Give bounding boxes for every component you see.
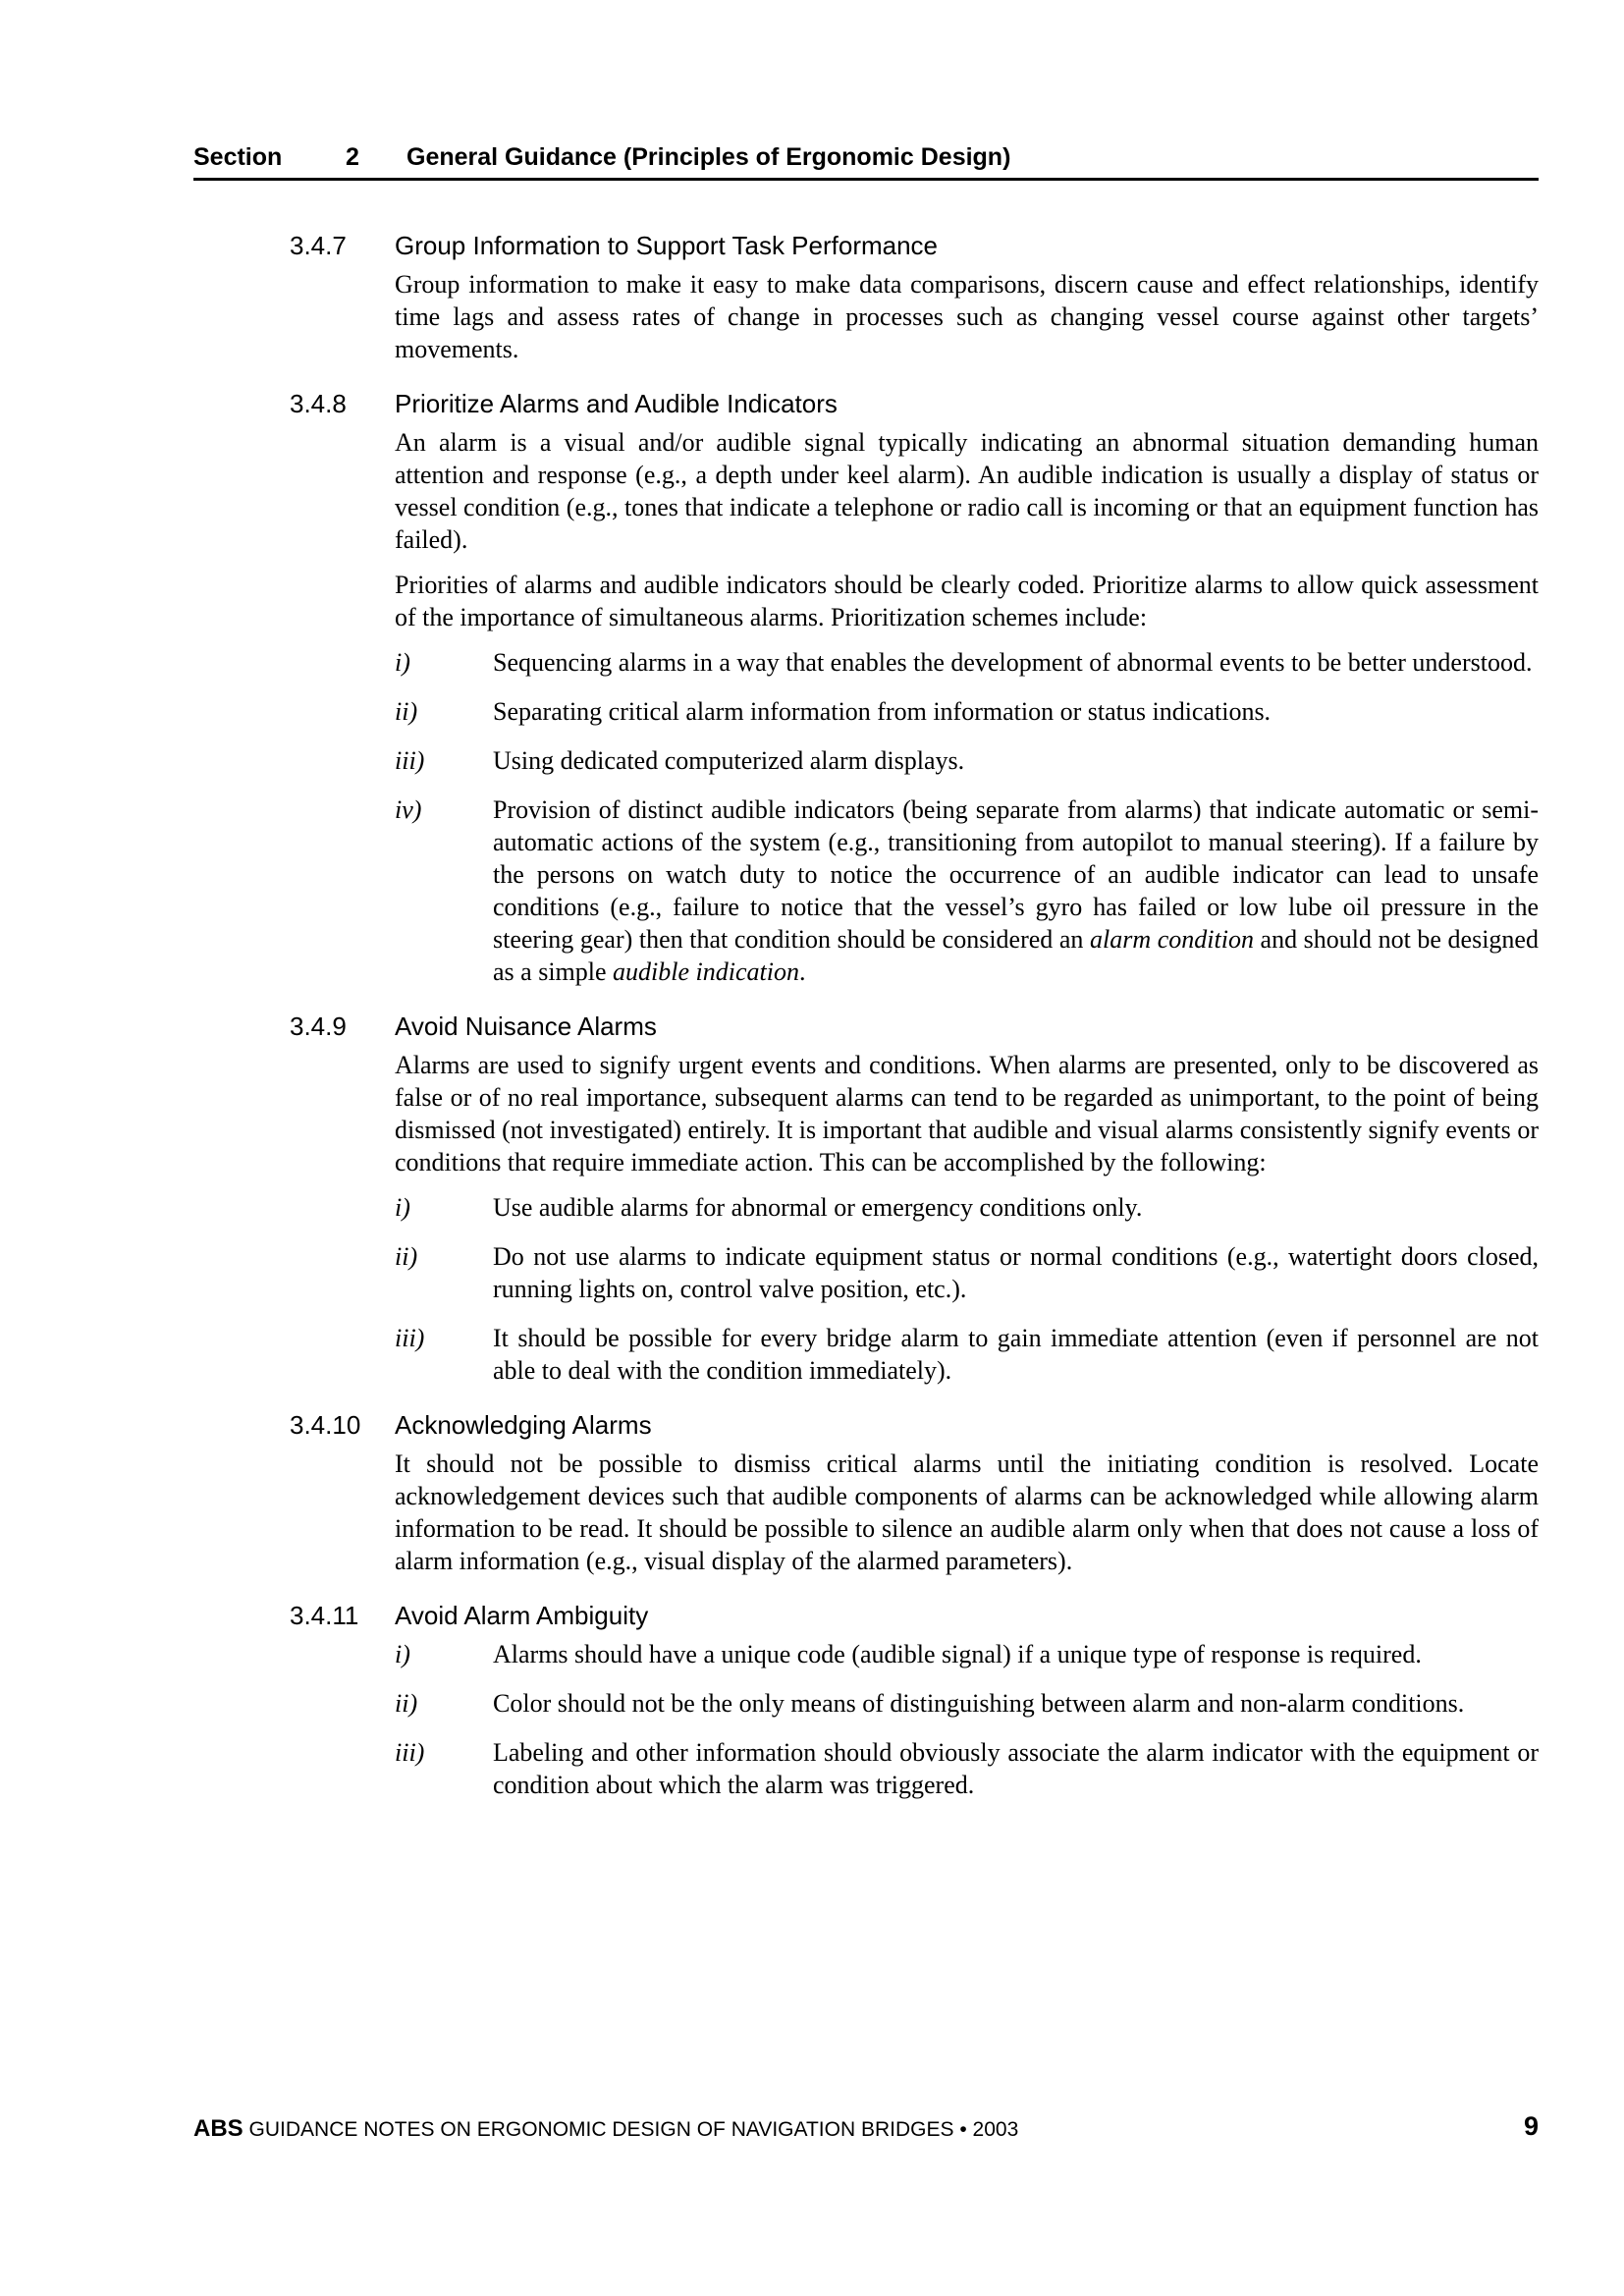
list-item: [395, 1736, 1539, 1801]
list-text: Color should not be the only means of distinguishing between alarm and non-alarm conditions.: [493, 1689, 1465, 1718]
footer-year: 2003: [972, 2118, 1019, 2141]
section-title: General Guidance (Principles of Ergonomic Design): [406, 143, 1011, 171]
header-rule: [193, 178, 1539, 181]
italic-term: audible indication: [613, 957, 799, 986]
list-text: Do not use alarms to indicate equipment status or normal conditions (e.g., watertight doors closed, running lights on, control valve position, etc.).: [493, 1242, 1539, 1303]
subsection-3-4-7: [290, 229, 1539, 365]
list-text: Alarms should have a unique code (audible signal) if a unique type of response is required.: [493, 1640, 1422, 1668]
subsection-number: 3.4.10: [290, 1410, 361, 1440]
paragraph: Group information to make it easy to make data comparisons, discern cause and effect relationships, identify time lags and assess rates of change in processes such as changing vessel course against other targets’ movements.: [395, 270, 1539, 363]
list-marker: iii): [395, 746, 425, 775]
list-item: [395, 1322, 1539, 1387]
subsection-heading: [290, 1408, 1539, 1442]
footer-title-line: [193, 2115, 1018, 2143]
paragraph: Alarms are used to signify urgent events and conditions. When alarms are presented, only to be discovered as false or of no real importance, subsequent alarms can tend to be regarded as unimportant, to the point of being dismissed (not investigated) entirely. It is important that audible and visual alarms consistently signify events or conditions that require immediate action. This can be accomplished by the following:: [395, 1051, 1539, 1176]
subsection-title: Avoid Nuisance Alarms: [395, 1011, 657, 1041]
list-marker: ii): [395, 1242, 418, 1271]
text-run: Provision of distinct audible indicators (being separate from alarms) that indicate automatic or semi-automatic actions of the system (e.g., transitioning from autopilot to manual steering). If a failure by the persons on watch duty to notice the occurrence of an audible indicator can lead to unsafe conditions (e.g., failure to notice that the vessel’s gyro has failed or low lube oil pressure in the steering gear) then that condition should be considered an: [493, 795, 1539, 954]
list-text: Using dedicated computerized alarm displays.: [493, 746, 965, 775]
subsection-title: Acknowledging Alarms: [395, 1410, 652, 1440]
list-marker: i): [395, 1640, 410, 1668]
section-number: 2: [346, 143, 359, 171]
subsection-title: Prioritize Alarms and Audible Indicators: [395, 389, 838, 418]
italic-term: alarm condition: [1090, 925, 1254, 954]
subsection-heading: [290, 229, 1539, 262]
subsection-number: 3.4.9: [290, 1011, 347, 1041]
page-content: [290, 229, 1539, 1823]
list-text: Separating critical alarm information from information or status indications.: [493, 697, 1272, 726]
footer-title: GUIDANCE NOTES ON ERGONOMIC DESIGN OF NAVIGATION BRIDGES: [248, 2118, 954, 2141]
text-run: and should not be designed as a simple: [493, 925, 1539, 986]
list-text: Sequencing alarms in a way that enables the development of abnormal events to be better understood.: [493, 648, 1533, 677]
abs-brand: ABS: [193, 2115, 244, 2142]
list-item: [395, 695, 1539, 728]
list-text: It should be possible for every bridge alarm to gain immediate attention (even if personnel are not able to deal with the condition immediately).: [493, 1324, 1539, 1385]
footer-bullet: •: [959, 2118, 967, 2141]
paragraph: Priorities of alarms and audible indicators should be clearly coded. Prioritize alarms to allow quick assessment of the importance of simultaneous alarms. Prioritization schemes include:: [395, 571, 1539, 631]
list-text: Labeling and other information should obviously associate the alarm indicator with the equipment or condition about which the alarm was triggered.: [493, 1738, 1539, 1799]
list-text: [493, 793, 1539, 988]
subsection-3-4-9: [290, 1010, 1539, 1387]
list-item: [395, 1191, 1539, 1224]
subsection-3-4-10: [290, 1408, 1539, 1577]
subsection-heading: [290, 1599, 1539, 1632]
subsection-3-4-11: [290, 1599, 1539, 1801]
list-marker: i): [395, 648, 410, 677]
list-item: [395, 1638, 1539, 1670]
subsection-number: 3.4.7: [290, 231, 347, 260]
list-marker: i): [395, 1193, 410, 1222]
subsection-title: Avoid Alarm Ambiguity: [395, 1601, 649, 1630]
list-marker: iii): [395, 1324, 425, 1352]
list-item: [395, 793, 1539, 988]
paragraph: It should not be possible to dismiss critical alarms until the initiating condition is resolved. Locate acknowledgement devices such that audible components of alarms can be acknowledged while allowing alarm information to be read. It should be possible to silence an audible alarm only when that does not cause a loss of alarm information (e.g., visual display of the alarmed parameters).: [395, 1449, 1539, 1575]
list-marker: ii): [395, 1689, 418, 1718]
subsection-title: Group Information to Support Task Performance: [395, 231, 939, 260]
list-item: [395, 1687, 1539, 1720]
subsection-number: 3.4.8: [290, 389, 347, 418]
list-marker: ii): [395, 697, 418, 726]
list-item: [395, 646, 1539, 679]
subsection-heading: [290, 387, 1539, 420]
page-footer: [193, 2111, 1539, 2145]
list-marker: iv): [395, 795, 422, 824]
list-item: [395, 1240, 1539, 1305]
paragraph: An alarm is a visual and/or audible signal typically indicating an abnormal situation demanding human attention and response (e.g., a depth under keel alarm). An audible indication is usually a display of status or vessel condition (e.g., tones that indicate a telephone or radio call is incoming or that an equipment function has failed).: [395, 428, 1539, 554]
subsection-heading: [290, 1010, 1539, 1043]
section-label: Section: [193, 143, 283, 171]
text-run: .: [798, 957, 806, 986]
page-number: 9: [1523, 2111, 1539, 2141]
list-marker: iii): [395, 1738, 425, 1767]
list-item: [395, 744, 1539, 777]
section-header: [193, 143, 1539, 179]
subsection-3-4-8: [290, 387, 1539, 988]
subsection-number: 3.4.11: [290, 1601, 359, 1630]
list-text: Use audible alarms for abnormal or emergency conditions only.: [493, 1193, 1143, 1222]
